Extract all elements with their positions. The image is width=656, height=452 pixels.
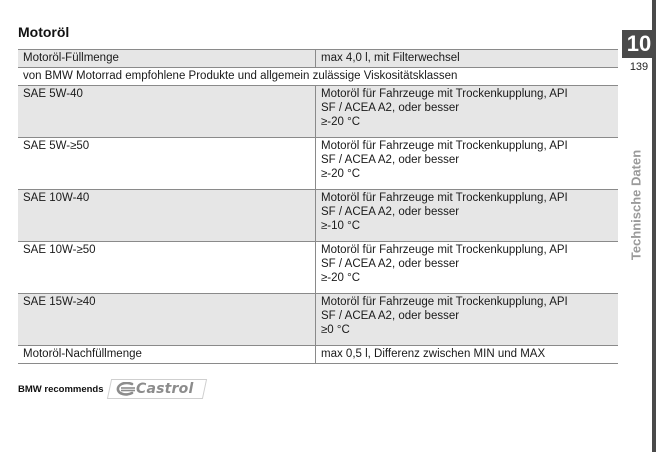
table-row-refill-quantity: [18, 346, 618, 364]
oil-spec: [316, 86, 619, 138]
table-row: [18, 242, 618, 294]
oil-spec-line: Motoröl für Fahrzeuge mit Trockenkupplung, API: [321, 140, 568, 152]
oil-spec-line: SF / ACEA A2, oder besser: [321, 258, 460, 270]
page-edge-bar: [652, 0, 656, 452]
table-row: [18, 294, 618, 346]
table-row-recommendation-header: [18, 68, 618, 86]
viscosity-grade: SAE 15W-≥40: [18, 294, 316, 346]
refill-quantity-value: max 0,5 l, Differenz zwischen MIN und MAX: [316, 346, 619, 364]
oil-spec-line: Motoröl für Fahrzeuge mit Trockenkupplung, API: [321, 244, 568, 256]
temperature-limit: ≥-20 °C: [321, 116, 361, 128]
temperature-limit: ≥-10 °C: [321, 220, 361, 232]
chapter-label: Technische Daten: [628, 149, 644, 261]
temperature-limit: ≥-20 °C: [321, 272, 361, 284]
chapter-number: 10: [622, 30, 656, 58]
temperature-limit: ≥-20 °C: [321, 168, 361, 180]
castrol-wordmark: Castrol: [135, 381, 193, 397]
oil-spec: [316, 294, 619, 346]
page-number: 139: [629, 61, 649, 73]
oil-spec: [316, 190, 619, 242]
bmw-recommends-block: [18, 378, 205, 400]
oil-spec: [316, 138, 619, 190]
table-row: [18, 138, 618, 190]
engine-oil-table: [18, 49, 618, 364]
oil-spec-line: Motoröl für Fahrzeuge mit Trockenkupplung, API: [321, 88, 568, 100]
oil-spec-line: Motoröl für Fahrzeuge mit Trockenkupplung, API: [321, 296, 568, 308]
oil-spec-line: SF / ACEA A2, oder besser: [321, 102, 460, 114]
oil-spec-line: SF / ACEA A2, oder besser: [321, 310, 460, 322]
castrol-swoosh-icon: [116, 382, 136, 396]
chapter-label-container: [622, 125, 650, 285]
recommends-text: BMW recommends: [18, 383, 104, 395]
table-row: [18, 190, 618, 242]
section-title: Motoröl: [18, 24, 70, 40]
viscosity-grade: SAE 5W-40: [18, 86, 316, 138]
temperature-limit: ≥0 °C: [321, 324, 350, 336]
fill-quantity-value: max 4,0 l, mit Filterwechsel: [316, 50, 619, 68]
oil-spec: [316, 242, 619, 294]
viscosity-grade: SAE 10W-40: [18, 190, 316, 242]
viscosity-grade: SAE 5W-≥50: [18, 138, 316, 190]
oil-spec-line: SF / ACEA A2, oder besser: [321, 206, 460, 218]
recommendation-header: von BMW Motorrad empfohlene Produkte und allgemein zulässige Viskositätsklassen: [18, 68, 618, 86]
table-row-fill-quantity: [18, 50, 618, 68]
castrol-logo: [106, 379, 206, 399]
viscosity-grade: SAE 10W-≥50: [18, 242, 316, 294]
table-row: [18, 86, 618, 138]
oil-spec-line: SF / ACEA A2, oder besser: [321, 154, 460, 166]
fill-quantity-label: Motoröl-Füllmenge: [18, 50, 316, 68]
oil-spec-line: Motoröl für Fahrzeuge mit Trockenkupplung, API: [321, 192, 568, 204]
chapter-tab: [622, 30, 656, 92]
refill-quantity-label: Motoröl-Nachfüllmenge: [18, 346, 316, 364]
